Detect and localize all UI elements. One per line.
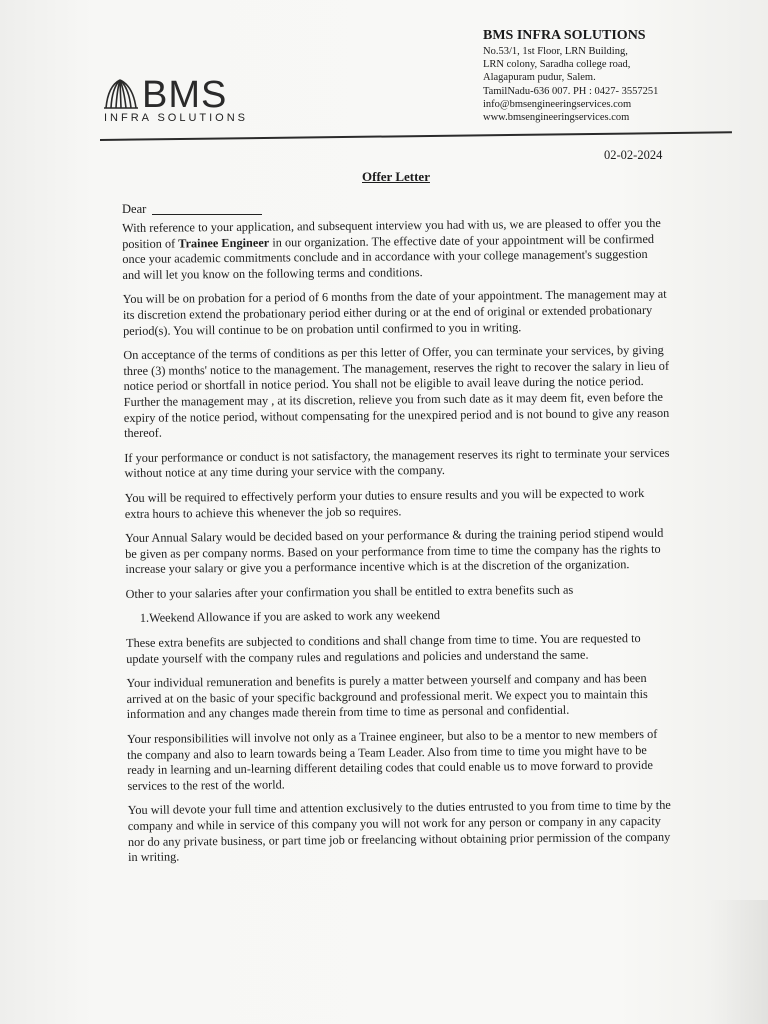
position-name: Trainee Engineer [178, 235, 270, 251]
company-logo [102, 72, 272, 132]
address-line: TamilNadu-636 007. PH : 0427- 3557251 [483, 85, 659, 97]
paragraph: You will be on probation for a period of 6 months from the date of your appointment. The management may at its discretion extend the probationary period either during or at the end of original or extended probationary period(s). You will continue to be on probation until confirmed to you in writing. [122, 287, 667, 338]
recipient-blank-line [152, 214, 262, 215]
header-divider [100, 131, 732, 141]
letter-body [122, 216, 674, 875]
page-shadow [708, 900, 768, 1024]
paragraph: These extra benefits are subjected to conditions and shall change from time to time. You are requested to update yourself with the company rules and regulations and policies and understand the same. [125, 631, 641, 666]
logo-text: BMS [142, 74, 228, 112]
letter-title: Offer Letter [362, 169, 430, 184]
list-item: 1.Weekend Allowance if you are asked to work any weekend [139, 608, 441, 626]
paragraph: On acceptance of the terms of conditions as per this letter of Offer, you can terminate your services, by giving three (3) months' notice to the management. The management, reserves the right to recover the salary in lieu of notice period or shortfall in notice period. You shall not be eligible to avail leave during the notice period. Further the management may , at its discretion, relieve you from such date as it may deem fit, even before the expiry of the notice period, without compensating for the unexpired period and is not bound to give any reason thereof. [123, 342, 670, 441]
paragraph: You will devote your full time and attention exclusively to the duties entrusted to you from time to time by the company and while in service of this company you will not work for any person or company in any capacity nor do any private business, or part time job or freelancing without obtaining prior permission of the company in writing. [127, 798, 671, 865]
paragraph: You will be required to effectively perform your duties to ensure results and you will be expected to work extra hours to achieve this whenever the job so requires. [124, 485, 645, 521]
salutation [122, 202, 262, 217]
paragraph: Your individual remuneration and benefits is purely a matter between yourself and company and has been arrived at on the basic of your specific background and professional merit. We expect you to maintain this information and any changes made therein from time to time as personal and confidential. [126, 671, 648, 722]
address-line: Alagapuram pudur, Salem. [483, 72, 596, 84]
company-address-block [483, 27, 733, 124]
paragraph: Your Annual Salary would be decided based on your performance & during the training period stipend would be given as per company norms. Based on your performance from time to time the company has the rights to increase your salary or give you a performance incentive which is at the discretion of the organization. [124, 525, 664, 577]
salutation-text: Dear [122, 202, 147, 216]
company-email: info@bmsengineeringservices.com [483, 98, 632, 110]
company-name: BMS INFRA SOLUTIONS [483, 28, 646, 43]
paragraph: With reference to your application, and subsequent interview you had with us, we are pleased to offer you the position of Trainee Engineer in our organization. The effective date of your appointment will be confirmed once your academic commitments conclude and in accordance with your college management's suggestion and will let you know on the following terms and conditions. [122, 215, 661, 282]
address-line: No.53/1, 1st Floor, LRN Building, [483, 46, 628, 57]
logo-mark-icon [102, 72, 272, 112]
company-website: www.bmsengineeringservices.com [483, 112, 630, 124]
paragraph: Your responsibilities will involve not only as a Trainee engineer, but also to be a mentor to new members of the company and also to learn towards being a Team Leader. Also from time to time you might have to be ready in learning and un-learning different detailing codes that could enable us to move forward to provide services to the rest of the world. [126, 726, 658, 793]
logo-tagline: INFRA SOLUTIONS [104, 112, 249, 124]
paragraph: Other to your salaries after your confirmation you shall be entitled to extra benefits such as [125, 582, 574, 601]
address-line: LRN colony, Saradha college road, [483, 59, 631, 71]
paragraph: If your performance or conduct is not satisfactory, the management reserves its right to terminate your services without notice at any time during your service with the company. [124, 445, 670, 481]
letter-date: 02-02-2024 [604, 148, 663, 162]
